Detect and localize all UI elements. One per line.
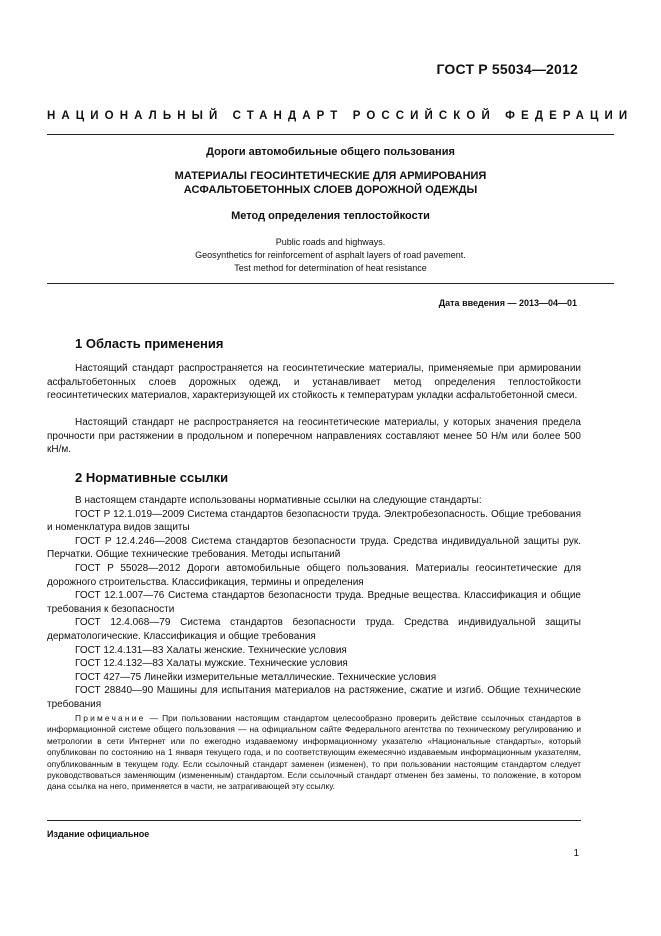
section1-heading: 1 Область применения <box>75 336 224 351</box>
note-text: — При пользовании настоящим стандартом целесообразно проверить действие ссылочных стандартов в информационной системе общего пользования — на официальном сайте Федерального агентства по техническому регулированию и метрологии в сети Интернет или по ежегодно издаваемому информационному указателю «Национальные стандарты», который опубликован по состоянию на 1 января текущего года, и по соответствующим ежемесячно издаваемым информационным указателям, опубликованным в текущем году. Если ссылочный стандарт заменен (изменен), то при пользовании настоящим стандартом следует руководствоваться заменяющим (измененным) стандартом. Если ссылочный стандарт отменен без замены, то положение, в котором дана ссылка на него, применяется в части, не затрагивающей эту ссылку. <box>47 713 581 792</box>
section1-paragraph2 <box>47 416 581 457</box>
english-title-line2: Geosynthetics for reinforcement of asphalt layers of road pavement. <box>195 250 466 260</box>
introduction-date: Дата введения — 2013—04—01 <box>438 298 577 308</box>
top-divider <box>47 134 614 135</box>
english-title <box>47 236 614 275</box>
reference-item: ГОСТ 427—75 Линейки измерительные металлические. Технические условия <box>75 671 437 683</box>
english-title-line3: Test method for determination of heat resistance <box>234 263 427 273</box>
section1-p2-text: Настоящий стандарт не распространяется на геосинтетические материалы, у которых значения предела прочности при растяжении в продольном и поперечном направлениях составляют менее 50 Н/м или более 500 кН/м. <box>47 417 581 456</box>
main-title-line1: МАТЕРИАЛЫ ГЕОСИНТЕТИЧЕСКИЕ ДЛЯ АРМИРОВАНИЯ <box>174 170 487 182</box>
reference-item: ГОСТ 28840—90 Машины для испытания материалов на растяжение, сжатие и изгиб. Общие технические требования <box>47 685 581 710</box>
note-paragraph <box>47 713 581 793</box>
note-label: Примечание <box>75 713 146 723</box>
reference-item: ГОСТ Р 12.4.246—2008 Система стандартов безопасности труда. Средства индивидуальной защиты рук. Перчатки. Общие технические требования. Методы испытаний <box>47 535 581 561</box>
note-block <box>47 713 581 793</box>
title-divider <box>47 283 614 284</box>
footer-divider <box>47 820 581 821</box>
method-title: Метод определения теплостойкости <box>231 210 430 222</box>
reference-item: ГОСТ 12.4.132—83 Халаты мужские. Технические условия <box>75 658 348 670</box>
reference-item: ГОСТ 12.4.068—79 Система стандартов безопасности труда. Средства индивидуальной защиты дерматологические. Классификация и общие требования <box>47 617 581 642</box>
reference-item: ГОСТ 12.1.007—76 Система стандартов безопасности труда. Вредные вещества. Классификация и общие требования к безопасности <box>47 590 581 615</box>
references-intro: В настоящем стандарте использованы нормативные ссылки на следующие стандарты: <box>75 495 482 506</box>
reference-item: ГОСТ Р 55028—2012 Дороги автомобильные общего пользования. Материалы геосинтетические для дорожного строительства. Классификация, термины и определения <box>47 562 581 588</box>
standard-banner: НАЦИОНАЛЬНЫЙ СТАНДАРТ РОССИЙСКОЙ ФЕДЕРАЦИИ <box>47 110 634 122</box>
reference-item: ГОСТ Р 12.1.019—2009 Система стандартов безопасности труда. Электробезопасность. Общие требования и номенклатура видов защиты <box>47 508 581 534</box>
section2-heading: 2 Нормативные ссылки <box>75 470 229 485</box>
references-list <box>47 494 581 712</box>
edition-label: Издание официальное <box>47 829 150 839</box>
section1-paragraph1 <box>47 362 581 403</box>
english-title-line1: Public roads and highways. <box>275 237 386 247</box>
main-title-line2: АСФАЛЬТОБЕТОННЫХ СЛОЕВ ДОРОЖНОЙ ОДЕЖДЫ <box>183 184 478 196</box>
road-title: Дороги автомобильные общего пользования <box>206 146 455 158</box>
reference-item: ГОСТ 12.4.131—83 Халаты женские. Технические условия <box>75 644 347 656</box>
main-title <box>47 169 614 197</box>
page-number: 1 <box>573 848 579 859</box>
section1-p1-text: Настоящий стандарт распространяется на геосинтетические материалы, применяемые при армировании асфальтобетонных слоев дорожных одежд, и устанавливает метод определения теплостойкости геосинтетических материалов, характеризующей их стойкость к температурам укладки асфальтобетонной смеси. <box>47 363 581 402</box>
gost-code: ГОСТ Р 55034—2012 <box>436 61 578 77</box>
